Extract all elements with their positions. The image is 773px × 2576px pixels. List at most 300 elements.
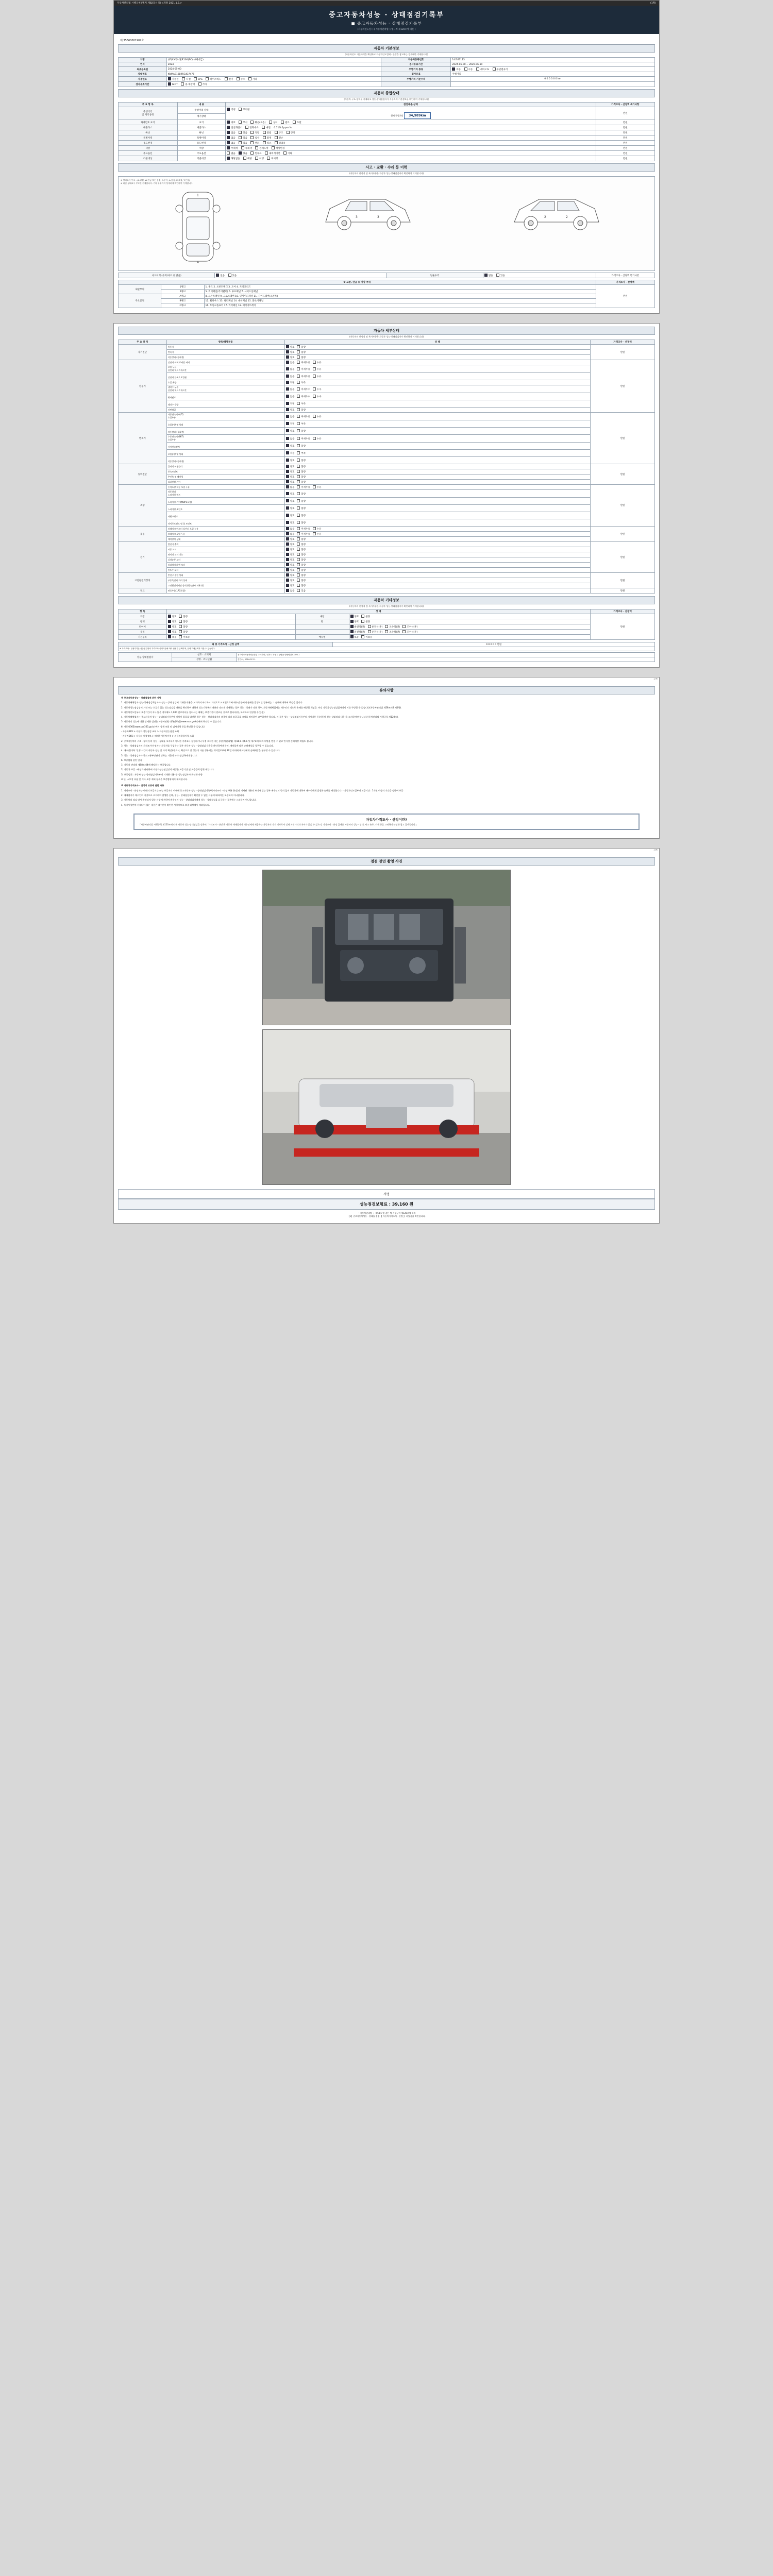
- opt-불량[interactable]: 불량: [297, 574, 306, 577]
- overall-col-1: 내 용: [177, 103, 226, 107]
- opt-양호[interactable]: 양호: [286, 544, 295, 546]
- etc-checks[interactable]: [166, 619, 295, 624]
- opt-없음[interactable]: 없음: [286, 362, 295, 364]
- opt-sp-total[interactable]: 전손: [275, 137, 283, 140]
- notice-item: 2) 자동차 보증 · 배상과 관련하여 자동차성능점검장의 배상은 보증기간 및 보증금액 범위 내입니다.: [121, 768, 214, 771]
- opt-미세누수[interactable]: 미세누수: [297, 396, 310, 398]
- opt-있음[interactable]: 있음: [297, 590, 306, 592]
- opt-gasoline[interactable]: 가솔린: [168, 78, 179, 81]
- opt-양호[interactable]: 양호: [350, 616, 359, 618]
- table-row: [119, 635, 655, 640]
- etc-checks-2[interactable]: [349, 630, 590, 635]
- opt-양호[interactable]: 양호: [286, 574, 295, 577]
- opt-vin-ok[interactable]: 양호: [227, 122, 236, 124]
- opt-부족[interactable]: 부족: [297, 423, 306, 426]
- opt-없음[interactable]: 없음: [286, 486, 295, 489]
- opt-sp-yes[interactable]: 있음: [239, 137, 247, 140]
- opt-proper[interactable]: 적정: [227, 109, 236, 111]
- detail-item-checks[interactable]: [284, 537, 590, 542]
- opt-양호[interactable]: 양호: [168, 616, 177, 618]
- detail-item-checks[interactable]: [284, 588, 590, 594]
- table-row: [119, 299, 655, 303]
- opt-없음[interactable]: 없음: [286, 528, 295, 531]
- detail-group-제동: 제동: [119, 527, 167, 542]
- table-row: [119, 653, 655, 657]
- detail-group-price: 만원: [591, 485, 655, 527]
- opt-양호[interactable]: 양호: [168, 626, 177, 629]
- table-row: [119, 657, 655, 662]
- opt-불량[interactable]: 불량: [297, 493, 306, 496]
- opt-rep-none[interactable]: 없음: [484, 275, 493, 277]
- table-row: [119, 563, 655, 568]
- opt-op-sunroof[interactable]: 썬루프: [250, 152, 261, 155]
- document-subtitle: ■ 중고자동차성능 · 상태점검기록부: [351, 21, 422, 26]
- detail-item-checks[interactable]: [284, 365, 590, 373]
- basic-label-2: 최초등록일: [119, 67, 167, 72]
- etc-checks[interactable]: [166, 624, 295, 630]
- etc-checks[interactable]: [166, 630, 295, 635]
- detail-item-checks[interactable]: [284, 413, 590, 420]
- opt-보유[interactable]: 보유: [168, 636, 177, 639]
- price-note-options: 만원: [596, 151, 655, 156]
- opt-양호[interactable]: 양호: [286, 445, 295, 448]
- opt-양호[interactable]: 양호: [286, 522, 295, 524]
- opt-없음[interactable]: 없음: [286, 438, 295, 440]
- opt-불량[interactable]: 불량: [297, 585, 306, 587]
- detail-item-checks[interactable]: [284, 527, 590, 532]
- definition-box: [133, 814, 640, 830]
- opt-누유[interactable]: 누유: [313, 376, 322, 378]
- opt-조수석(후)[interactable]: 조수석(후): [402, 626, 417, 629]
- opt-양호[interactable]: 양호: [286, 538, 295, 541]
- basic-value-0: (주)XX카니발R100(RC) (4세대급): [166, 58, 381, 62]
- panel-rank-2: 2랭크: [161, 290, 204, 294]
- opt-없음[interactable]: 없음: [286, 368, 295, 371]
- etc-info-body: [119, 614, 655, 640]
- notice-body: [118, 694, 655, 810]
- opt-양호[interactable]: 양호: [286, 580, 295, 582]
- price-note-emission: 만원: [596, 125, 655, 130]
- opt-양호[interactable]: 양호: [286, 559, 295, 562]
- opt-부족[interactable]: 부족: [297, 403, 306, 405]
- recall-checks[interactable]: [226, 156, 596, 161]
- opt-운전석(후)[interactable]: 운전석(후): [368, 626, 383, 629]
- opt-적정[interactable]: 적정: [286, 382, 295, 384]
- detail-item-checks[interactable]: [284, 474, 590, 480]
- opt-양호[interactable]: 양호: [286, 493, 295, 496]
- opt-rep-yes[interactable]: 있음: [496, 275, 505, 277]
- opt-tuning-device[interactable]: 장치: [287, 132, 295, 134]
- transmission-type-checks[interactable]: [451, 67, 655, 72]
- detail-item-checks[interactable]: [284, 498, 590, 505]
- detail-item-checks[interactable]: [284, 490, 590, 498]
- opt-부족[interactable]: 부족: [297, 452, 306, 455]
- row-label-usage: 용도변경: [119, 141, 178, 146]
- opt-color-full[interactable]: 전체도색: [255, 147, 268, 150]
- opt-누수[interactable]: 누수: [313, 396, 322, 398]
- detail-item-checks[interactable]: [284, 563, 590, 568]
- notice-item: 2. 중고자동차의 구조 · 장치 등의 성능 · 상태를 고지하지 아니한 가격조사 점검하거나 부정 고지한 자는 [자동차관리법] 제 80조 제6조 및 제7호에 따라 처벌을 받을 수 있고 민사상 손해배상 책임도 집니다.: [121, 739, 314, 742]
- opt-lpg[interactable]: LPG: [194, 78, 203, 81]
- notice-item: 2. 자동차성능점검장이 거짓 또는 오류가 있는 성능점검을 내용을 확인하여 대하여 성능기록부의 내용과 다르게 기재하는 경우 성능 · 상태가 다른 경우, 자동차해체업자는 매수인의 적으로 손해를 배상할 책임을 지며, 자동차성능점검업자에게 이를 구상할 수 있습니다(자동차관리법 제58조의4 제1항).: [121, 706, 402, 709]
- opt-불량[interactable]: 불량: [179, 626, 188, 629]
- opt-acc-none[interactable]: 없음: [216, 275, 225, 277]
- detail-item-checks[interactable]: [284, 360, 590, 365]
- opt-적정[interactable]: 적정: [286, 403, 295, 405]
- options-checks[interactable]: [226, 151, 596, 156]
- opt-불량[interactable]: 불량: [297, 409, 306, 412]
- vin-checks[interactable]: [226, 120, 596, 125]
- accident-history-table: [118, 273, 655, 278]
- opt-양호[interactable]: 양호: [286, 554, 295, 556]
- detail-item-checks[interactable]: [284, 469, 590, 474]
- detail-item-checks[interactable]: [284, 573, 590, 578]
- final-price-title: 최 종 가격조사 · 산정 금액: [119, 642, 333, 647]
- opt-불량[interactable]: 불량: [361, 616, 370, 618]
- detail-item-checks[interactable]: [284, 519, 590, 527]
- opt-불량[interactable]: 불량: [297, 351, 306, 354]
- row-label-mileage: 주행거리 및 계기상태: [119, 107, 178, 120]
- detail-item-checks[interactable]: [284, 485, 590, 490]
- detail-item-checks[interactable]: [284, 532, 590, 537]
- detail-item-checks[interactable]: [284, 552, 590, 557]
- opt-양호[interactable]: 양호: [286, 481, 295, 484]
- detail-item-label: 발전기 출력: [166, 542, 284, 547]
- opt-op-none[interactable]: 없음: [227, 152, 236, 155]
- opt-적정[interactable]: 적정: [286, 452, 295, 455]
- detail-item-checks[interactable]: [284, 450, 590, 457]
- opt-불량[interactable]: 불량: [361, 621, 370, 623]
- opt-hydrogen[interactable]: 수소: [237, 78, 245, 81]
- inspection-valid-checks[interactable]: [166, 82, 381, 87]
- opt-불량[interactable]: 불량: [297, 569, 306, 572]
- usage-change-checks[interactable]: [226, 141, 596, 146]
- opt-none[interactable]: 기타: [198, 83, 207, 86]
- opt-보유[interactable]: 보유: [350, 636, 359, 639]
- detail-item-checks[interactable]: [284, 547, 590, 552]
- opt-불량[interactable]: 불량: [297, 507, 306, 510]
- opt-불량[interactable]: 불량: [297, 460, 306, 462]
- svg-text:2: 2: [544, 215, 546, 219]
- opt-불량[interactable]: 불량: [297, 564, 306, 567]
- car-view-front: [167, 188, 229, 265]
- opt-불량[interactable]: 불량: [297, 580, 306, 582]
- opt-불량[interactable]: 불량: [297, 481, 306, 484]
- table-row: [119, 360, 655, 365]
- opt-co[interactable]: 일산화탄소: [227, 127, 242, 129]
- opt-미세누유[interactable]: 미세누유: [297, 438, 310, 440]
- detail-item-checks[interactable]: [284, 373, 590, 380]
- opt-불량[interactable]: 불량: [297, 466, 306, 468]
- opt-tuning-structure[interactable]: 구조: [275, 132, 283, 134]
- detail-item-label: 변속기: [166, 350, 284, 355]
- emission-checks[interactable]: [227, 127, 274, 129]
- mileage-state-cell[interactable]: [226, 107, 596, 120]
- opt-불량[interactable]: 불량: [297, 346, 306, 349]
- detail-item-label: 연료누출(LPG포함): [166, 588, 284, 594]
- opt-rc-notdone[interactable]: 미이행: [267, 158, 278, 160]
- opt-미세누유[interactable]: 미세누유: [297, 528, 310, 531]
- opt-vin-diff[interactable]: 상이: [269, 122, 278, 124]
- opt-양호[interactable]: 양호: [286, 515, 295, 517]
- etc-checks[interactable]: [166, 614, 295, 619]
- opt-운전석(전)[interactable]: 운전석(전): [350, 626, 365, 629]
- detail-item-checks[interactable]: [284, 542, 590, 547]
- table-row: [119, 82, 655, 87]
- opt-양호[interactable]: 양호: [286, 476, 295, 479]
- detail-item-checks[interactable]: [284, 505, 590, 512]
- etc-checks-2[interactable]: [349, 614, 590, 619]
- opt-rc-done[interactable]: 이행: [255, 158, 264, 160]
- opt-누수[interactable]: 누수: [313, 388, 322, 391]
- opt-운전석(전)[interactable]: 운전석(전): [350, 631, 365, 634]
- opt-op-yes[interactable]: 있음: [239, 152, 247, 155]
- opt-미세누유[interactable]: 미세누유: [297, 368, 310, 371]
- opt-없음[interactable]: 없음: [286, 416, 295, 418]
- etc-checks[interactable]: [166, 635, 295, 640]
- basic-label-3: 차대번호: [119, 72, 167, 77]
- section-title-overall: 자동차 종합상태: [118, 89, 655, 97]
- detail-item-checks[interactable]: [284, 428, 590, 435]
- opt-불량[interactable]: 불량: [179, 621, 188, 623]
- etc-label-2: 내장: [295, 614, 349, 619]
- detail-item-checks[interactable]: [284, 443, 590, 450]
- panel-rank-1: 1랭크: [161, 285, 204, 290]
- opt-vin-damage[interactable]: 훼손(오손): [250, 122, 265, 124]
- opt-불량[interactable]: 불량: [297, 430, 306, 433]
- detail-item-checks[interactable]: [284, 385, 590, 393]
- opt-불량[interactable]: 불량: [179, 631, 188, 634]
- etc-checks-2[interactable]: [349, 635, 590, 640]
- opt-없음[interactable]: 없음: [286, 590, 295, 592]
- opt-manual[interactable]: 수동: [464, 69, 473, 71]
- opt-양호[interactable]: 양호: [286, 585, 295, 587]
- opt-불량[interactable]: 불량: [297, 500, 306, 503]
- detail-item-checks[interactable]: [284, 350, 590, 355]
- opt-vin-erase[interactable]: 도말: [293, 122, 301, 124]
- emission-cell[interactable]: [226, 125, 596, 130]
- opt-rc-na[interactable]: 해당없음: [227, 158, 240, 160]
- opt-없음[interactable]: 없음: [286, 533, 295, 536]
- opt-조수석(전)[interactable]: 조수석(전): [385, 631, 400, 634]
- detail-item-checks[interactable]: [284, 380, 590, 385]
- opt-improper[interactable]: 부적정: [239, 109, 249, 111]
- detail-item-checks[interactable]: [284, 557, 590, 563]
- opt-적정[interactable]: 적정: [286, 423, 295, 426]
- opt-운전석(후)[interactable]: 운전석(후): [368, 631, 383, 634]
- detail-item-checks[interactable]: [284, 393, 590, 400]
- opt-us-biz[interactable]: 영업용: [275, 142, 285, 145]
- opt-color-mono[interactable]: 무채색: [227, 147, 238, 150]
- opt-us-none[interactable]: 없음: [227, 142, 236, 145]
- opt-diesel[interactable]: 디젤: [182, 78, 191, 81]
- opt-양호[interactable]: 양호: [286, 409, 295, 412]
- opt-etc[interactable]: 기타: [248, 78, 257, 81]
- opt-giot[interactable]: GIOT: [168, 83, 178, 86]
- opt-양호[interactable]: 양호: [286, 351, 295, 354]
- fuel-type-checks[interactable]: [166, 77, 381, 82]
- opt-누유[interactable]: 누유: [313, 438, 322, 440]
- detail-item-label: 워터펌프: [166, 393, 284, 400]
- opt-electric[interactable]: 전기: [225, 78, 233, 81]
- price-note-mileage: 만원: [596, 107, 655, 120]
- opt-불량[interactable]: 불량: [297, 544, 306, 546]
- opt-semiauto[interactable]: 세미오토: [476, 69, 489, 71]
- table-row: [119, 527, 655, 532]
- opt-불량[interactable]: 불량: [297, 559, 306, 562]
- opt-us-yes[interactable]: 있음: [239, 142, 247, 145]
- opt-없음[interactable]: 없음: [286, 388, 295, 391]
- detail-item-label: 냉각수 수량: [166, 400, 284, 408]
- opt-양호[interactable]: 양호: [286, 471, 295, 473]
- opt-양호[interactable]: 양호: [286, 430, 295, 433]
- opt-불량[interactable]: 불량: [179, 616, 188, 618]
- opt-미보유[interactable]: 미보유: [179, 636, 190, 639]
- detail-item-label: 기어변속장치: [166, 443, 284, 450]
- detail-item-checks[interactable]: [284, 578, 590, 583]
- detail-item-checks[interactable]: [284, 583, 590, 588]
- opt-불량[interactable]: 불량: [297, 471, 306, 473]
- simple-repair-checks[interactable]: [483, 273, 596, 278]
- notice-item: ※ 단, 소모성 부품 및 기타 보증 제외 항목은 보증범위에서 제외됩니다.: [121, 778, 188, 781]
- opt-미세누유[interactable]: 미세누유: [297, 376, 310, 378]
- car-view-right: [508, 188, 606, 237]
- etc-label: 광택: [119, 619, 167, 624]
- opt-양호[interactable]: 양호: [286, 460, 295, 462]
- opt-양호[interactable]: 양호: [168, 631, 177, 634]
- row-label-options: 주요옵션: [119, 151, 178, 156]
- opt-acc-yes[interactable]: 있음: [228, 275, 237, 277]
- opt-미세누유[interactable]: 미세누유: [297, 362, 310, 364]
- opt-불량[interactable]: 불량: [297, 538, 306, 541]
- opt-cvt[interactable]: 무단변속기: [493, 69, 508, 71]
- opt-누유[interactable]: 누유: [313, 416, 322, 418]
- opt-부족[interactable]: 부족: [297, 382, 306, 384]
- detail-item-checks[interactable]: [284, 435, 590, 443]
- detail-item-checks[interactable]: [284, 345, 590, 350]
- opt-sp-flood[interactable]: 침수: [250, 137, 259, 140]
- special-history-checks[interactable]: [226, 135, 596, 141]
- detail-item-checks[interactable]: [284, 512, 590, 519]
- opt-없음[interactable]: 없음: [286, 396, 295, 398]
- opt-양호[interactable]: 양호: [286, 564, 295, 567]
- opt-조수석(전)[interactable]: 조수석(전): [385, 626, 400, 629]
- detail-item-label: 동력조향 작동 오일 누유: [166, 485, 284, 490]
- opt-불량[interactable]: 불량: [297, 445, 306, 448]
- opt-미세누유[interactable]: 미세누유: [297, 416, 310, 418]
- section-sub-detail: (자동차의 산정적 및 특기사항은 자동차 성능·상태점검자가 확인하여 기재합니다): [349, 335, 424, 338]
- opt-조수석(후)[interactable]: 조수석(후): [402, 631, 417, 634]
- opt-tuning-none[interactable]: 없음: [227, 132, 236, 134]
- detail-item-checks[interactable]: [284, 568, 590, 573]
- table-row: [119, 365, 655, 373]
- opt-불량[interactable]: 불량: [297, 554, 306, 556]
- detail-item-label: 오일유량 및 상태: [166, 420, 284, 428]
- detail-item-checks[interactable]: [284, 464, 590, 469]
- opt-양호[interactable]: 양호: [286, 357, 295, 359]
- opt-hybrid[interactable]: 하이브리드: [206, 78, 221, 81]
- opt-hc[interactable]: 탄화수소: [245, 127, 258, 129]
- opt-누유[interactable]: 누유: [313, 486, 322, 489]
- opt-불량[interactable]: 불량: [297, 515, 306, 517]
- table-row: [119, 380, 655, 385]
- detail-item-checks[interactable]: [284, 408, 590, 413]
- etc-info-table: [118, 609, 655, 640]
- etc-checks-2[interactable]: [349, 624, 590, 630]
- tuning-checks[interactable]: [226, 130, 596, 135]
- opt-누유[interactable]: 누유: [313, 362, 322, 364]
- opt-us-rent[interactable]: 렌트: [250, 142, 259, 145]
- etc-checks-2[interactable]: [349, 619, 590, 624]
- opt-불량[interactable]: 불량: [297, 476, 306, 479]
- opt-양호[interactable]: 양호: [286, 466, 295, 468]
- opt-양호[interactable]: 양호: [168, 621, 177, 623]
- opt-미세누유[interactable]: 미세누유: [297, 533, 310, 536]
- opt-양호[interactable]: 양호: [286, 569, 295, 572]
- detail-item-checks[interactable]: [284, 480, 590, 485]
- opt-tuning-yes[interactable]: 있음: [239, 132, 247, 134]
- opt-양호[interactable]: 양호: [286, 500, 295, 503]
- detail-item-label: 디퍼렌셜 기어: [166, 480, 284, 485]
- inspector-label: 성능·상태점검자: [119, 653, 172, 662]
- opt-양호[interactable]: 양호: [286, 346, 295, 349]
- table-row: [119, 355, 655, 360]
- opt-미세누수[interactable]: 미세누수: [297, 388, 310, 391]
- opt-미보유[interactable]: 미보유: [361, 636, 372, 639]
- detail-item-label: 작동상태 스티어링 펌프: [166, 490, 284, 498]
- opt-us-lease[interactable]: 리스: [263, 142, 272, 145]
- accident-checks[interactable]: [215, 273, 386, 278]
- detail-item-checks[interactable]: [284, 355, 590, 360]
- opt-누유[interactable]: 누유: [313, 528, 322, 531]
- opt-op-navi[interactable]: 내비게이션: [265, 152, 280, 155]
- opt-sp-none[interactable]: 없음: [227, 137, 236, 140]
- opt-누유[interactable]: 누유: [313, 533, 322, 536]
- opt-불량[interactable]: 불량: [297, 549, 306, 551]
- opt-smoke[interactable]: 매연: [262, 127, 271, 129]
- sheet-page-3: [113, 848, 660, 1224]
- opt-resale[interactable]: 중·재판매: [181, 83, 195, 86]
- opt-color-change[interactable]: 색상변경: [272, 147, 284, 150]
- opt-auto[interactable]: 자동: [452, 69, 461, 71]
- opt-vin-corrosion[interactable]: 부식: [239, 122, 247, 124]
- opt-양호[interactable]: 양호: [286, 507, 295, 510]
- opt-vin-mod[interactable]: 변조: [281, 122, 290, 124]
- opt-tuning-illegal[interactable]: 불법: [263, 132, 272, 134]
- detail-item-checks[interactable]: [284, 457, 590, 464]
- detail-item-checks[interactable]: [284, 400, 590, 408]
- section-title-accident: 사고 · 교환 · 수리 등 이력: [118, 163, 655, 172]
- notice-item: 5. 성능 · 상태점검자가 국토교통부장관이 정하는 기준에 따라 점검하여야 합니다.: [121, 754, 198, 757]
- opt-양호[interactable]: 양호: [350, 621, 359, 623]
- opt-미세누유[interactable]: 미세누유: [297, 486, 310, 489]
- detail-group-price: 만원: [591, 360, 655, 413]
- opt-sp-fire[interactable]: 화재: [263, 137, 272, 140]
- opt-color-chroma[interactable]: 유채색: [241, 147, 252, 150]
- detail-item-label: 배력장치 상태: [166, 537, 284, 542]
- mileage-state-checks[interactable]: [227, 108, 594, 111]
- opt-op-etc[interactable]: 기타: [283, 152, 292, 155]
- opt-rc-yes[interactable]: 해당: [243, 158, 252, 160]
- opt-불량[interactable]: 불량: [297, 357, 306, 359]
- opt-누유[interactable]: 누유: [313, 368, 322, 371]
- detail-item-checks[interactable]: [284, 420, 590, 428]
- opt-없음[interactable]: 없음: [286, 376, 295, 378]
- color-checks[interactable]: [226, 146, 596, 151]
- opt-불량[interactable]: 불량: [297, 522, 306, 524]
- opt-tuning-legal[interactable]: 적법: [250, 132, 259, 134]
- opt-양호[interactable]: 양호: [286, 549, 295, 551]
